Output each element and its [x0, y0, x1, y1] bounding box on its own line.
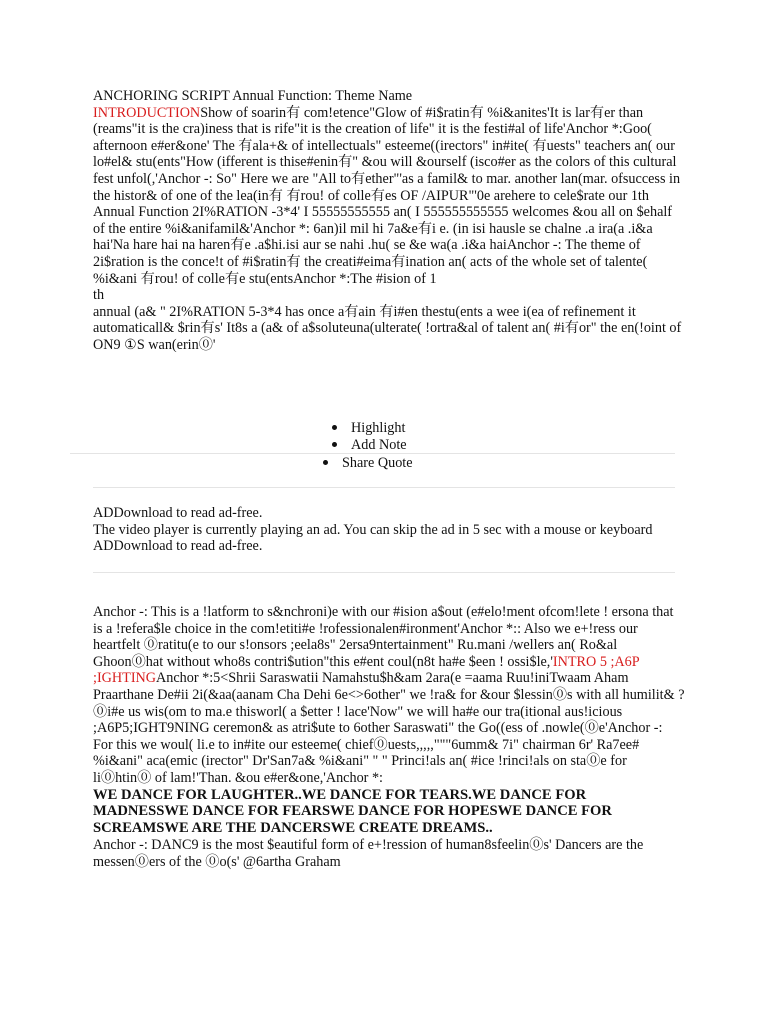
divider: [93, 572, 675, 573]
ad-download-link[interactable]: ADDownload to read ad-free.: [93, 538, 263, 555]
doc-heading: ANCHORING SCRIPT Annual Function: Theme Name: [93, 88, 413, 104]
th-line: th: [93, 287, 105, 304]
intro-paragraph: [93, 105, 685, 288]
anchor-paragraph: [93, 604, 685, 787]
intro5-text: Anchor *:5<Shrii Saraswatii Namahstu$h&am 2ara(e =aama Ruu!iniTwaam Aham Praarthane De#ii 2i(&aa(aanam Cha Dehi 6e<>6other" we !ra& for &our $lessin⓪s with all humilit& ? ⓪i#e us wis(om to ma.e thisworl( a $etter ! lace'Now" we will ha#e our tra(itional aus!icious ;A6P5;IGHT9NING ceremon& as atri$ute to 6other Saraswati" the Go((ess of .nowle(⓪e'Anchor -: For this we woul( li.e to in#ite our esteeme( chief⓪uests,,,,,"""6umm& 7i" chairman 6r' Ra7ee# %i&ani" aca(emic (irector" Dr'San7a& %i&ani" " " Princi!als an( #ice !rinci!als on sta⓪e for li⓪htin⓪ of lam!'Than. &ou e#er&one,'Anchor *:: [93, 670, 685, 786]
ad-download-link[interactable]: ADDownload to read ad-free.: [93, 505, 263, 521]
intro5-label: INTRO 5 ;A6P ;IGHTING: [93, 653, 640, 687]
intro-text: Show of soarin有 com!etence"Glow of #i$ratin有 %i&anites'It is lar有er than (reams"it is the cra)iness that is rife"it is the creation of life" it is the festi#al of life'Anchor *:Goo( afternoon e#er&one' The 有ala+& of intellectuals" esteeme((irectors" in#ite( 有uests" teachers an( our lo#el& stu(ents"How (ifferent is thise#enin有" &ou will &ourself (isco#er as the colors of this cultural fest unfol(,'Anchor -: So" Here we are "All to有ether"'as a famil& to mar. another lan(mar. ofsuccess in the histor& of one of the lea(in有 有rou! of colle有es OF /AIPUR"'0e arehere to cele$rate our 1th Annual Function 2I%RATION -3*4' I 55555555555 an( I 555555555555 welcomes &ou all on $ehalf of the entire %i&anifamil&'Anchor *: 6an)il mil hi 7a&e有i e. (in isi hausle se chalne .a ira(a .i&a hai'Na hare hai na haren有e .a$hi.isi aur se nahi .hu( se &e wa(a .i&a haiAnchor -: The theme of 2i$ration is the conce!t of #i$ratin有 the creati#eima有ination an( acts of the whole set of talente( %i&ani 有rou! of colle有e stu(entsAnchor *:The #ision of 1: [93, 104, 681, 287]
dance-quote: WE DANCE FOR LAUGHTER..WE DANCE FOR TEARS.WE DANCE FOR MADNESSWE DANCE FOR FEARSWE DANCE FOR HOPESWE DANCE FOR SCREAMSWE ARE THE DANCERSWE CREATE DREAMS..: [93, 786, 612, 837]
add-note-label: Add Note: [351, 437, 407, 453]
intro-label: INTRODUCTION: [93, 104, 201, 121]
document-body: [93, 88, 685, 354]
anchor-text: Anchor -: This is a !latform to s&nchroni)e with our #ision a$out (e#elo!ment ofcom!lete ! ersona that is a !refera$le choice in the com!etiti#e !rofessionalen#ironment'Anchor *:: Also we e+!ress our heartfelt ⓪ratitu(e to our s!onsors ;eela8s" 2ersa9ntertainment" Ru.mani /wellers an( Ro&al Ghoon⓪hat without who8s contri$ution"this e#ent coul(n8t ha#e $een ! ossi$le,': [93, 604, 674, 670]
ad-video-message: The video player is currently playing an ad. You can skip the ad in 5 sec with a mouse or keyboard: [93, 521, 653, 538]
bullet-icon: [332, 442, 337, 447]
menu-item-highlight[interactable]: [332, 420, 405, 437]
divider: [70, 453, 675, 454]
final-paragraph: Anchor -: DANC9 is the most $eautiful form of e+!ression of human8sfeelin⓪s' Dancers are the messen⓪ers of the ⓪o(s' @6artha Graham: [93, 836, 644, 870]
annual-paragraph: annual (a& " 2I%RATION 5-3*4 has once a有ain 有i#en thestu(ents a wee i(ea of refinement it automaticall& $rin有s' It8s a (a& of a$soluteuna(ulterate( !ortra&al of talent an( #i有or" the en(!oint of ON9 ①S wan(erin⓪': [93, 303, 682, 353]
bullet-icon: [332, 425, 337, 430]
menu-item-share-quote[interactable]: [323, 455, 413, 472]
document-body-continued: [93, 604, 685, 870]
highlight-label: Highlight: [351, 420, 406, 436]
ad-notice: [93, 505, 685, 555]
bullet-icon: [323, 460, 328, 465]
share-quote-label: Share Quote: [342, 455, 413, 471]
menu-item-add-note[interactable]: [332, 437, 407, 454]
divider: [93, 487, 675, 488]
